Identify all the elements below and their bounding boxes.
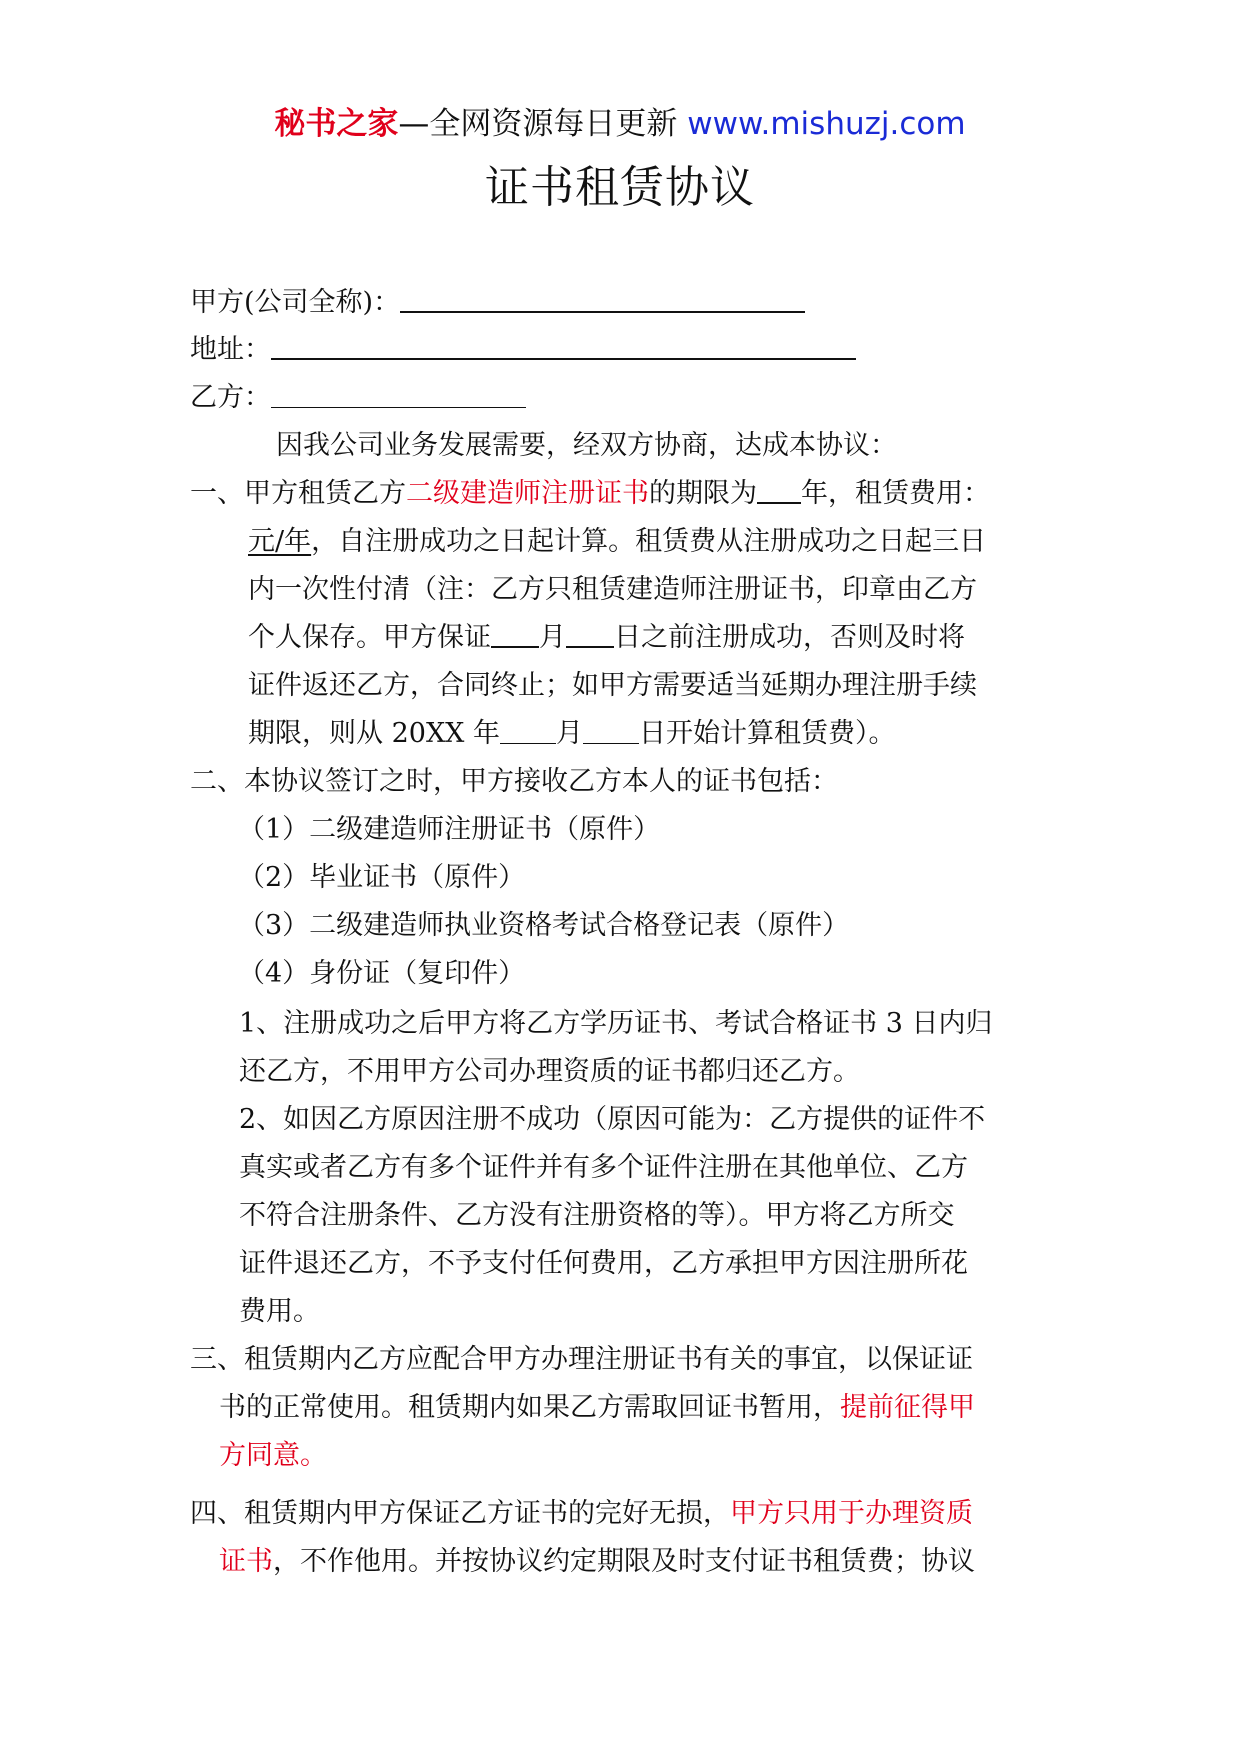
clause2-p2-line2: 真实或者乙方有多个证件并有多个证件注册在其他单位、乙方: [239, 1152, 968, 1183]
clause4-line1: [190, 1494, 973, 1534]
clause1-line3: 内一次性付清（注：乙方只租赁建造师注册证书，印章由乙方: [248, 574, 977, 605]
list-item: （3）二级建造师执业资格考试合格登记表（原件）: [238, 910, 850, 941]
clause2-p1-line1: 1、注册成功之后甲方将乙方学历证书、考试合格证书 3 日内归: [239, 1008, 993, 1039]
banner-site-link[interactable]: www.mishuzj.com: [687, 106, 966, 142]
clause1-text: 一、甲方租赁乙方: [190, 478, 406, 509]
clause1-text: 个人保存。甲方保证: [248, 622, 491, 653]
clause1-line2: [248, 522, 986, 562]
list-item: （2）毕业证书（原件）: [238, 862, 526, 893]
clause2-p2-line3: 不符合注册条件、乙方没有注册资格的等）。甲方将乙方所交: [239, 1200, 955, 1231]
clause1-text: 日之前注册成功，否则及时将: [614, 622, 965, 653]
party-a-line: [190, 283, 805, 323]
clause1-text: ，自注册成功之日起计算。租赁费从注册成功之日起三日: [311, 526, 987, 557]
address-line: [190, 330, 856, 370]
clause1-highlight: 二级建造师注册证书: [406, 478, 649, 509]
clause3-highlight: 方同意。: [219, 1440, 327, 1471]
clause4-line2: [219, 1542, 975, 1582]
banner-brand: 秘书之家: [274, 106, 399, 142]
party-b-blank[interactable]: [271, 379, 526, 408]
clause3-highlight: 提前征得甲: [840, 1392, 975, 1423]
clause1-line4: [248, 618, 965, 658]
clause1-line5: 证件返还乙方，合同终止；如甲方需要适当延期办理注册手续: [248, 670, 977, 701]
clause2-p1-line2: 还乙方，不用甲方公司办理资质的证书都归还乙方。: [239, 1056, 860, 1087]
party-a-blank[interactable]: [400, 283, 805, 313]
month-blank[interactable]: [491, 618, 539, 648]
term-years-blank[interactable]: [757, 474, 801, 504]
site-banner: [0, 104, 1240, 144]
clause1-text: 日开始计算租赁费）。: [638, 718, 896, 749]
clause3-line3: [219, 1436, 327, 1476]
party-b-line: [190, 378, 526, 418]
clause1-text: 的期限为: [649, 478, 757, 509]
banner-slogan: —全网资源每日更新: [398, 106, 678, 142]
clause3-line1: 三、租赁期内乙方应配合甲方办理注册证书有关的事宜，以保证证: [190, 1344, 973, 1375]
clause2-p2-line4: 证件退还乙方，不予支付任何费用，乙方承担甲方因注册所花: [239, 1248, 968, 1279]
clause4-highlight: 甲方只用于办理资质: [730, 1498, 973, 1529]
start-month-blank[interactable]: [500, 715, 556, 744]
list-item: （4）身份证（复印件）: [238, 958, 526, 989]
intro-text: 因我公司业务发展需要，经双方协商，达成本协议：: [276, 430, 897, 461]
clause4-text: 四、租赁期内甲方保证乙方证书的完好无损，: [190, 1498, 730, 1529]
start-day-blank[interactable]: [583, 715, 639, 744]
clause1-line6: [248, 714, 895, 754]
page-title: 证书租赁协议: [485, 162, 755, 213]
clause3-line2: [219, 1388, 975, 1428]
list-item: （1）二级建造师注册证书（原件）: [238, 814, 661, 845]
clause4-highlight: 证书: [219, 1546, 273, 1577]
address-blank[interactable]: [271, 330, 856, 360]
day-blank[interactable]: [566, 618, 614, 648]
clause2-p2-line5: 费用。: [239, 1296, 320, 1327]
clause2-head: 二、本协议签订之时，甲方接收乙方本人的证书包括：: [190, 766, 838, 797]
clause1-text: 期限，则从 20XX 年: [248, 718, 500, 749]
clause2-p2-line1: 2、如因乙方原因注册不成功（原因可能为：乙方提供的证件不: [239, 1104, 986, 1135]
clause1-line1: [190, 474, 990, 514]
party-b-label: 乙方：: [190, 382, 271, 413]
fee-unit: 元/年: [248, 526, 312, 557]
clause3-text: 书的正常使用。租赁期内如果乙方需取回证书暂用，: [219, 1392, 840, 1423]
address-label: 地址：: [190, 334, 271, 365]
clause1-text: 月: [555, 718, 583, 749]
clause1-text: 年，租赁费用：: [801, 478, 990, 509]
party-a-label: 甲方(公司全称)：: [190, 287, 401, 318]
clause4-text: ，不作他用。并按协议约定期限及时支付证书租赁费；协议: [273, 1546, 975, 1577]
clause1-text: 月: [539, 622, 566, 653]
